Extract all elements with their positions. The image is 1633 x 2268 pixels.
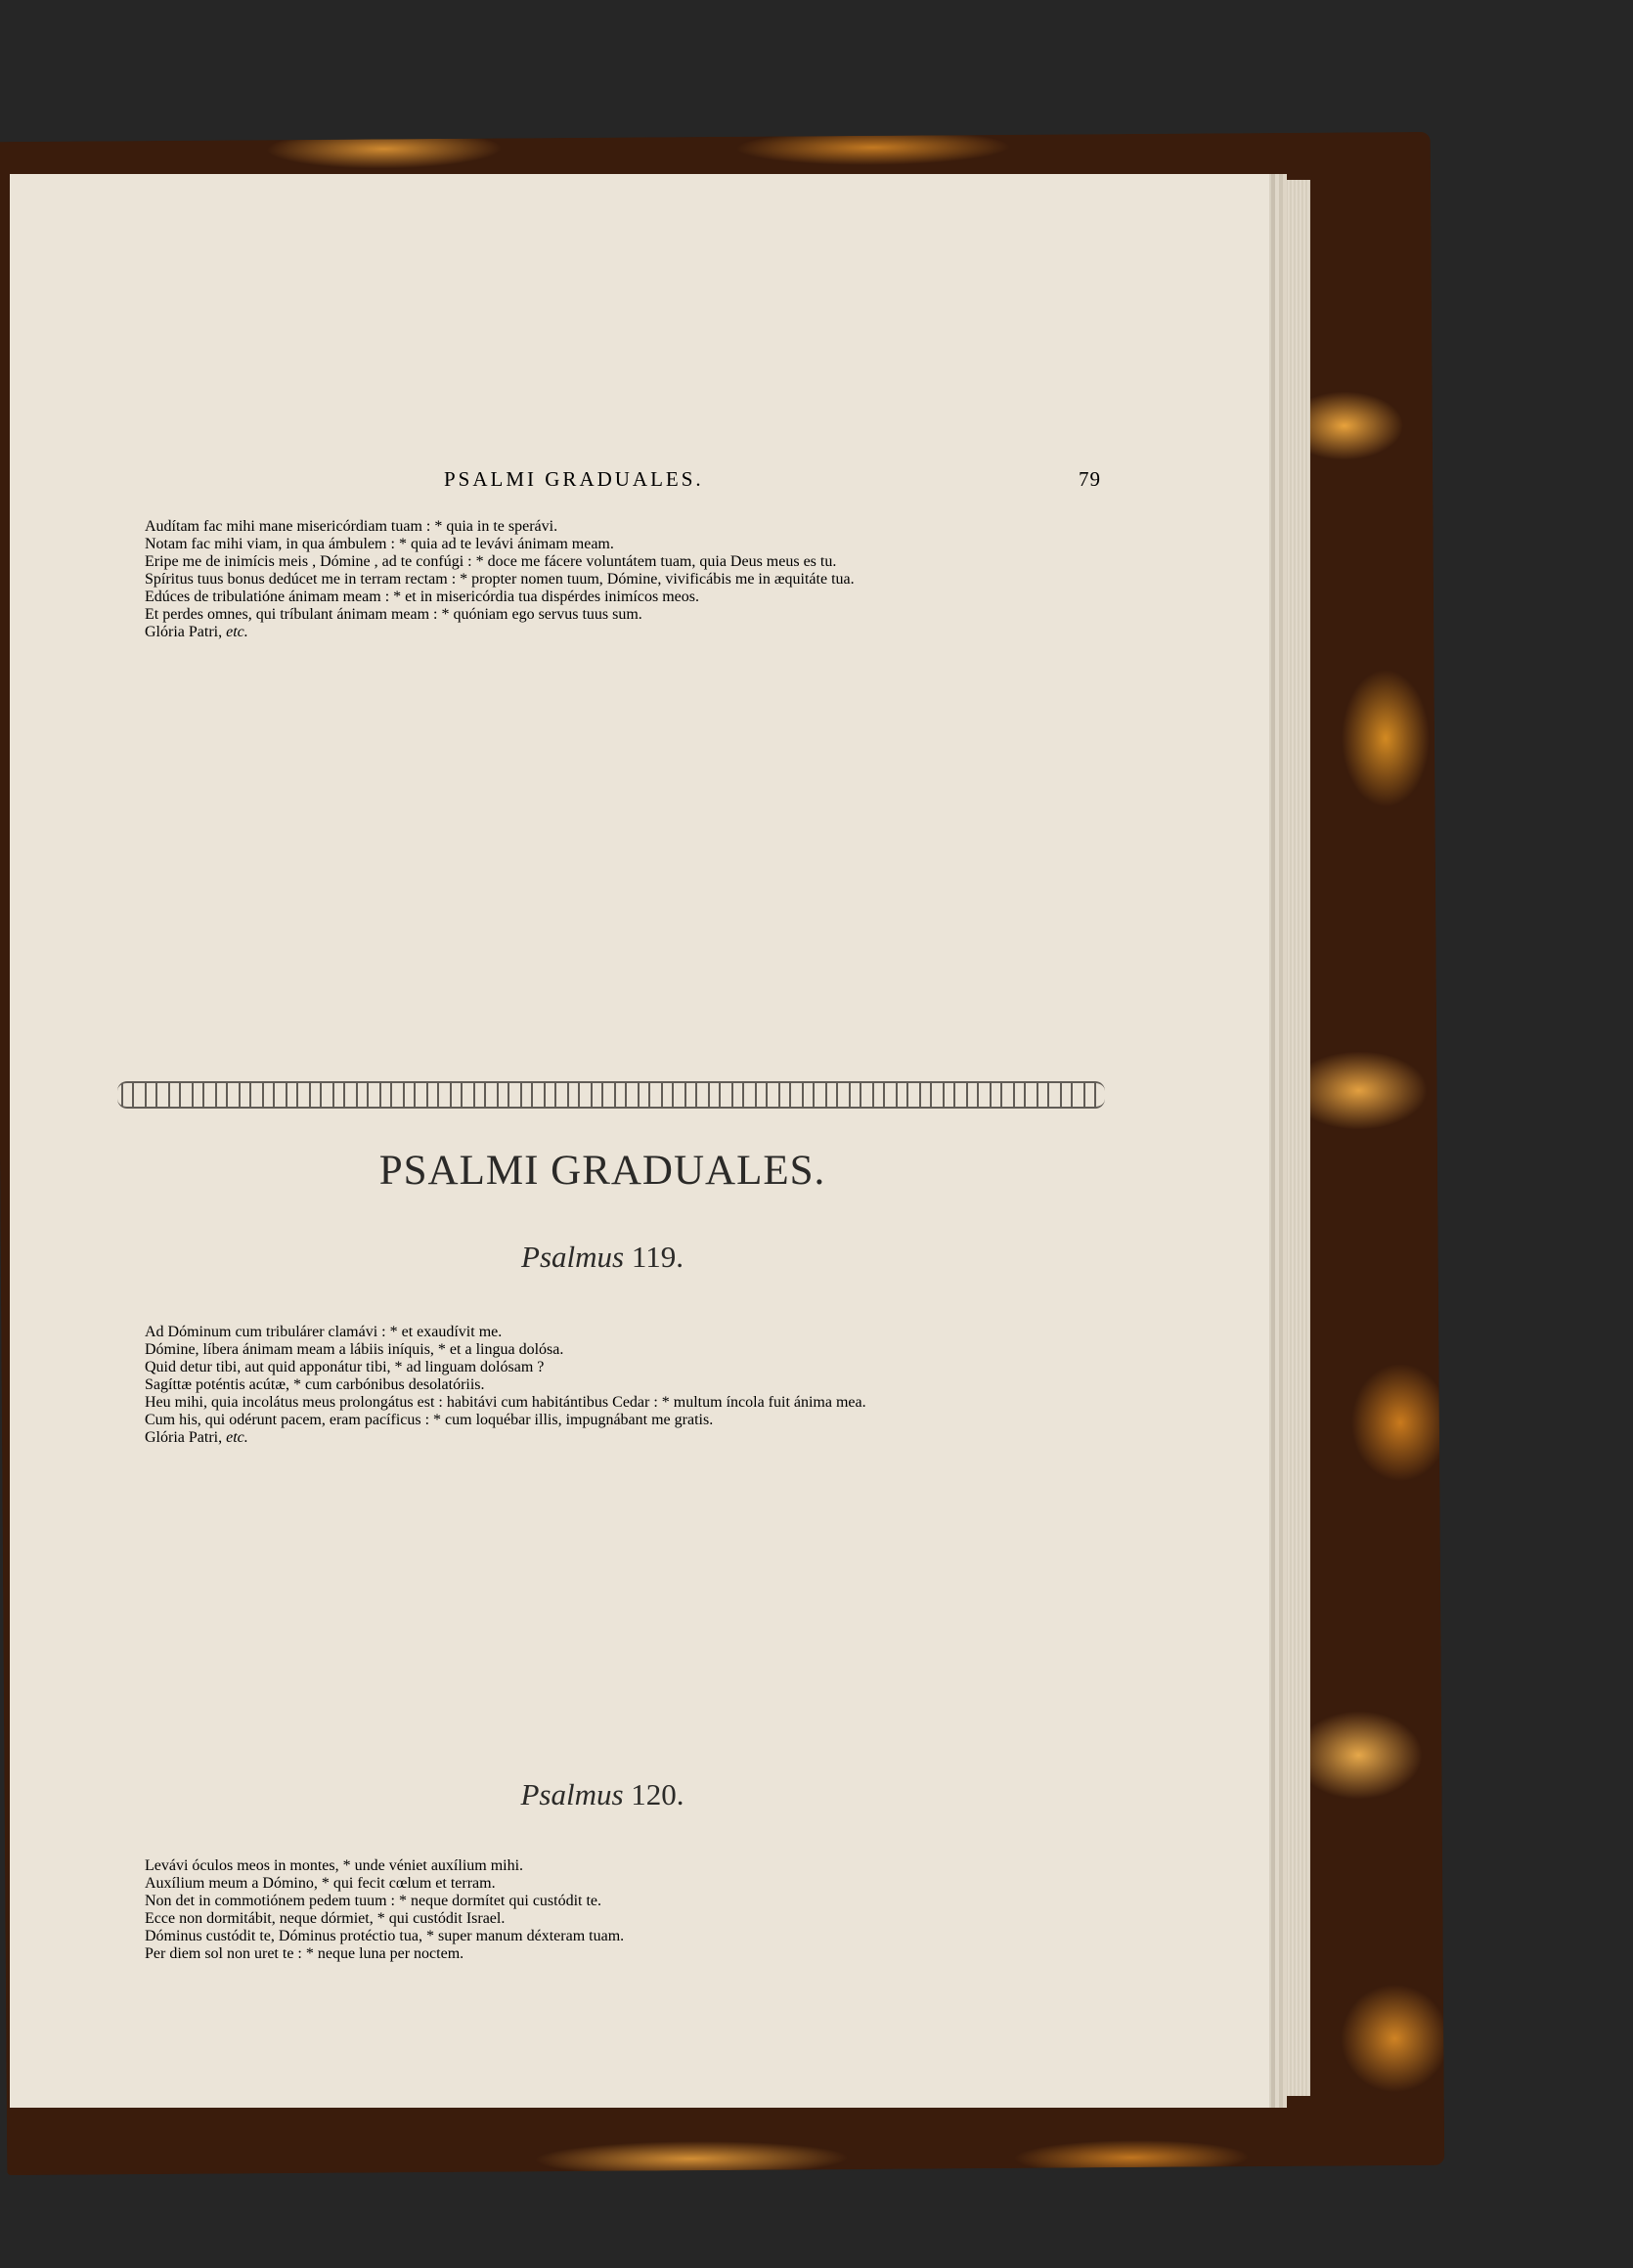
running-head-title: PSALMI GRADUALES.: [444, 467, 704, 491]
verse: Dóminus custódit te, Dóminus protéctio tua, * super manum déxteram tuam.: [145, 1928, 625, 1944]
psalm-120-verses: [104, 1857, 1101, 1963]
verse: Auxílium meum a Dómino, * qui fecit cœlum et terram.: [145, 1875, 496, 1892]
verse: Eripe me de inimícis meis , Dómine , ad te confúgi : * doce me fácere voluntátem tuam, quia Deus meus es tu.: [145, 553, 837, 570]
psalm-number: 119.: [631, 1240, 684, 1274]
verse: Ad Dóminum cum tribulárer clamávi : * et exaudívit me.: [145, 1324, 503, 1340]
psalm-119-title: [104, 1240, 1101, 1275]
verse: Levávi óculos meos in montes, * unde véniet auxílium mihi.: [145, 1857, 524, 1874]
book-page: [10, 174, 1269, 2108]
gloria-line: [104, 624, 1101, 641]
decorative-rule: [117, 1081, 1105, 1109]
verse: Ecce non dormitábit, neque dórmiet, * qui custódit Israel.: [145, 1910, 506, 1927]
psalm-number: 120.: [631, 1777, 684, 1811]
psalm-120-title: [104, 1777, 1101, 1812]
verse: Spíritus tuus bonus dedúcet me in terram rectam : * propter nomen tuum, Dómine, vivificábis me in æquitáte tua.: [145, 571, 855, 588]
section-heading: PSALMI GRADUALES.: [378, 1148, 826, 1194]
verse: Notam fac mihi viam, in qua ámbulem : * quia ad te levávi ánimam meam.: [145, 536, 614, 552]
verse: Quid detur tibi, aut quid apponátur tibi, * ad linguam dolósam ?: [145, 1359, 545, 1375]
verse: Cum his, qui odérunt pacem, eram pacíficus : * cum loquébar illis, impugnábant me gratis.: [145, 1412, 714, 1428]
psalm-119-verses: [104, 1324, 1101, 1447]
verse: Sagíttæ poténtis acútæ, * cum carbónibus desolatóriis.: [145, 1376, 485, 1393]
page-number: 79: [1079, 467, 1101, 491]
gloria-text: Glória Patri,: [145, 1429, 223, 1446]
psalm-label: Psalmus: [521, 1240, 625, 1274]
running-head: [104, 467, 1101, 502]
verse: Et perdes omnes, qui tríbulant ánimam meam : * quóniam ego servus tuus sum.: [145, 606, 642, 623]
gloria-etc: etc.: [226, 1429, 248, 1446]
verse: Dómine, líbera ánimam meam a lábiis iníquis, * et a lingua dolósa.: [145, 1341, 564, 1358]
page-edges: [1269, 180, 1310, 2096]
verse: Audítam fac mihi mane misericórdiam tuam : * quia in te sperávi.: [145, 518, 558, 535]
gloria-line: [104, 1429, 1101, 1447]
gloria-text: Glória Patri,: [145, 624, 223, 640]
verse: Non det in commotiónem pedem tuum : * neque dormítet qui custódit te.: [145, 1893, 602, 1909]
gloria-etc: etc.: [226, 624, 248, 640]
verse: Heu mihi, quia incolátus meus prolongátus est : habitávi cum habitántibus Cedar : * multum íncola fuit ánima mea.: [145, 1394, 866, 1411]
psalm-label: Psalmus: [520, 1777, 624, 1811]
verse: Per diem sol non uret te : * neque luna per noctem.: [145, 1945, 464, 1962]
verse: Edúces de tribulatióne ánimam meam : * et in misericórdia tua dispérdes inimícos meos.: [145, 589, 699, 605]
top-verses: [104, 518, 1101, 641]
